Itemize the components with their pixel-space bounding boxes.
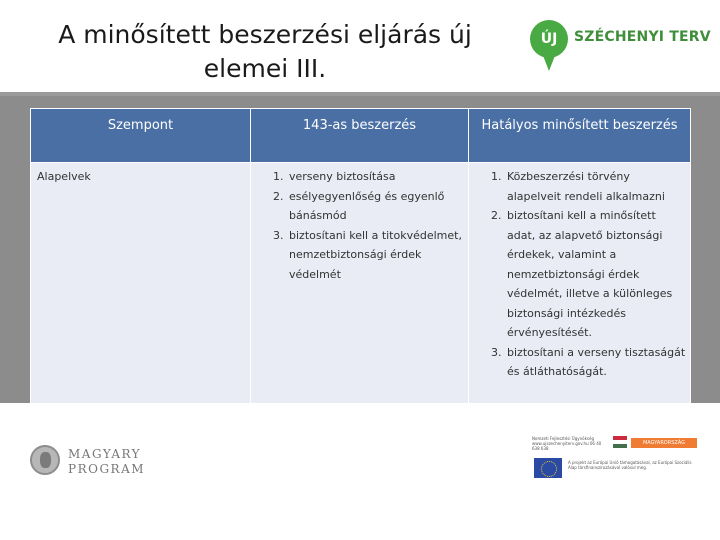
list-item: 2. biztosítani kell a minősített adat, az alapvető biztonsági érdekek, valamint a nemzetbiztonsági érdek védelmét, illetve a különleges biztonsági intézkedés érvényesítését. <box>505 206 686 343</box>
eu-text: A projekt az Európai Unió támogatásával, az Európai Szociális Alap társfinanszírozásával valósul meg. <box>568 460 692 470</box>
column-header-criterion: Szempont <box>31 109 251 163</box>
list-current <box>473 167 686 382</box>
list-item: 3. biztosítani kell a titokvédelmet, nemzetbiztonsági érdek védelmét <box>287 226 464 285</box>
magyary-program-logo <box>30 443 150 481</box>
logo-text: SZÉCHENYI TERV <box>574 29 711 45</box>
row-label: Alapelvek <box>31 163 251 404</box>
list-item: 3. biztosítani a verseny tisztaságát és átláthatóságát. <box>505 343 686 382</box>
list-item: 1. Közbeszerzési törvény alapelveit rendeli alkalmazni <box>505 167 686 206</box>
cell-143 <box>251 163 469 404</box>
cell-current <box>469 163 691 404</box>
table-row <box>31 163 691 404</box>
column-header-143: 143-as beszerzés <box>251 109 469 163</box>
comparison-table <box>30 108 691 404</box>
program-logo-text: MAGYARY PROGRAM <box>68 447 146 476</box>
list-item: 2. esélyegyenlőség és egyenlő bánásmód <box>287 187 464 226</box>
map-pin-icon: ÚJ <box>530 20 568 58</box>
list-item: 1. verseny biztosítása <box>287 167 464 187</box>
campaign-bar: MAGYARORSZÁG MEGÚJUL <box>631 438 697 448</box>
eu-flag-icon <box>534 458 562 478</box>
list-143 <box>255 167 464 284</box>
slide-title: A minősített beszerzési eljárás új elemei III. <box>58 20 472 83</box>
hungarian-flag-icon <box>613 436 627 448</box>
column-header-current: Hatályos minősített beszerzés <box>469 109 691 163</box>
table-header-row <box>31 109 691 163</box>
agency-text: Nemzeti Fejlesztési Ügynökség www.ujszechenyiterv.gov.hu 06 40 638 638 <box>532 436 602 451</box>
eu-funding-logos <box>530 430 700 480</box>
szechenyi-terv-logo <box>530 20 711 76</box>
portrait-icon <box>30 445 60 475</box>
